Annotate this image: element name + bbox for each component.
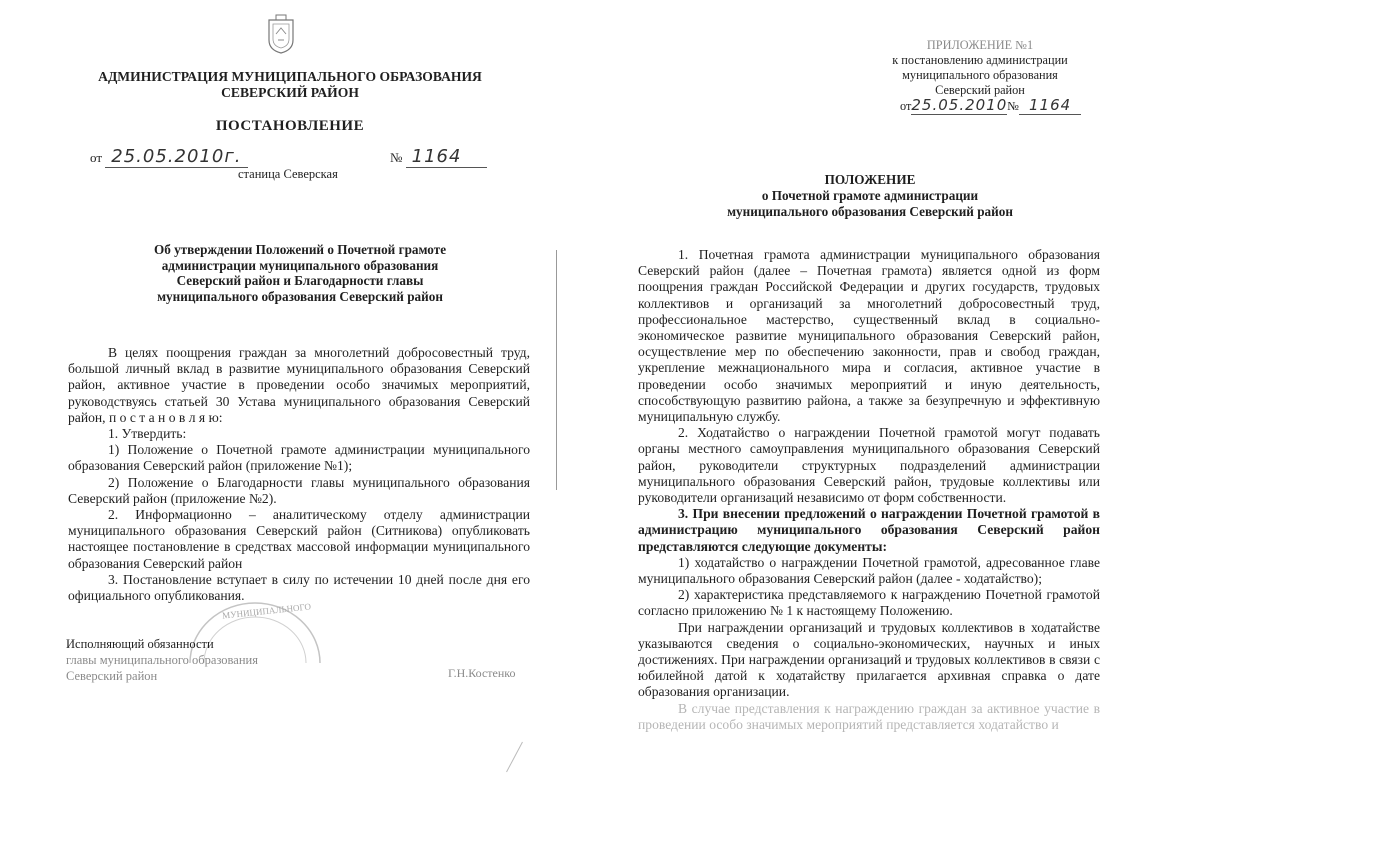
item-1-1: 1) Положение о Почетной грамоте администрации муниципального образования Северский район (приложение №1); bbox=[68, 442, 530, 474]
regulation-page bbox=[570, 0, 1400, 850]
signature-line-3: Северский район bbox=[66, 669, 158, 683]
number-value: 1164 bbox=[406, 146, 488, 168]
regulation-para-3-2: 2) характеристика представляемого к награждению Почетной грамотой согласно приложению № 1 к настоящему Положению. bbox=[638, 587, 1100, 619]
place: станица Северская bbox=[238, 167, 338, 181]
resolution-body bbox=[68, 345, 530, 604]
regulation-para-3: 3. При внесении предложений о награждении Почетной грамотой в администрацию муниципального образования Северский район представляются следующие документы: bbox=[638, 506, 1100, 554]
appendix-number-prefix: № bbox=[1007, 99, 1019, 113]
regulation-para-5: В случае представления к награждению граждан за активное участие в проведении особо значимых мероприятий представляется ходатайство и bbox=[638, 700, 1100, 732]
coat-of-arms-icon bbox=[266, 14, 296, 54]
resolution-title bbox=[100, 242, 500, 304]
resolution-date bbox=[90, 146, 248, 167]
appendix-number-value: 1164 bbox=[1019, 96, 1081, 115]
appendix-date-value: 25.05.2010 bbox=[911, 96, 1008, 114]
appendix-line-3: муниципального образования bbox=[902, 68, 1058, 82]
title-line-2: администрации муниципального образования bbox=[161, 257, 439, 273]
stamp-text: МУНИЦИПАЛЬНОГО bbox=[221, 601, 312, 621]
regulation-subtitle-1: о Почетной грамоте администрации bbox=[761, 188, 979, 203]
regulation-subtitle-2: муниципального образования Северский район bbox=[727, 204, 1013, 219]
title-line-4: муниципального образования Северский район bbox=[157, 288, 443, 304]
date-prefix: от bbox=[90, 150, 103, 165]
signature-line-2: главы муниципального образования bbox=[66, 653, 258, 667]
appendix-date-prefix: от bbox=[900, 99, 912, 113]
resolution-page bbox=[0, 0, 560, 850]
appendix-date bbox=[900, 96, 1081, 114]
preamble: В целях поощрения граждан за многолетний добросовестный труд, большой личный вклад в развитие муниципального образования Северский район, активное участие в проведении особо значимых мероприятий, руководствуясь статьей 30 Устава муниципального образования Северский район, п о с т а н о в л я ю: bbox=[68, 345, 530, 425]
organization-line-2: СЕВЕРСКИЙ РАЙОН bbox=[221, 85, 359, 100]
regulation-title-main: ПОЛОЖЕНИЕ bbox=[824, 172, 916, 187]
appendix-line-1: ПРИЛОЖЕНИЕ №1 bbox=[926, 38, 1034, 52]
regulation-title bbox=[670, 172, 1070, 220]
item-1-2: 2) Положение о Благодарности главы муниципального образования Северский район (приложение №2). bbox=[68, 474, 530, 506]
page-divider bbox=[556, 250, 557, 490]
regulation-body bbox=[638, 247, 1100, 733]
resolution-number bbox=[390, 146, 487, 167]
item-1: 1. Утвердить: bbox=[108, 426, 187, 442]
regulation-para-4: При награждении организаций и трудовых коллективов в ходатайстве указываются сведения о социально-экономических, научных и иных достижениях. При награждении организаций и трудовых коллективов в связи с юбилейной датой к ходатайству прилагается архивная справка о дате образования организации. bbox=[638, 619, 1100, 700]
signature-block bbox=[66, 636, 258, 684]
appendix-header bbox=[860, 38, 1100, 98]
item-3: 3. Постановление вступает в силу по истечении 10 дней после дня его официального опубликования. bbox=[68, 571, 530, 604]
organization-header bbox=[70, 69, 510, 101]
item-2: 2. Информационно – аналитическому отделу администрации муниципального образования Северский район (Ситникова) опубликовать настоящее постановление в средствах массовой информации муниципального образования Северский район bbox=[68, 507, 530, 571]
document-type: ПОСТАНОВЛЕНИЕ bbox=[215, 118, 365, 134]
signature-name: Г.Н.Костенко bbox=[448, 666, 516, 680]
regulation-para-1: 1. Почетная грамота администрации муниципального образования Северский район (далее – Почетная грамота) является одной из форм поощрения граждан Российской Федерации и других государств, трудовых коллективов и организаций за многолетний добросовестный труд, профессиональное мастерство, существенный вклад в социально-экономическое развитие муниципального образования Северский район, осуществление мер по обеспечению законности, прав и свобод граждан, укрепление межнационального мира и согласия, активное участие в проведении особо значимых мероприятий и иную деятельность, способствующую развитию района, а также за безупречную и эффективную муниципальную службу. bbox=[638, 247, 1100, 425]
date-value: 25.05.2010г. bbox=[105, 146, 247, 168]
title-line-3: Северский район и Благодарности главы bbox=[176, 273, 424, 288]
appendix-line-4: Северский район bbox=[935, 83, 1025, 97]
number-prefix: № bbox=[390, 150, 403, 165]
regulation-para-2: 2. Ходатайство о награждении Почетной грамотой могут подавать органы местного самоуправления муниципального образования Северский район, руководители структурных подразделений администрации муниципального образования Северский район, трудовые коллективы или руководители организаций независимо от форм собственности. bbox=[638, 425, 1100, 506]
signature-line-1: Исполняющий обязанности bbox=[66, 637, 214, 651]
title-line-1: Об утверждении Положений о Почетной грамоте bbox=[153, 242, 447, 257]
appendix-line-2: к постановлению администрации bbox=[892, 53, 1068, 67]
organization-line-1: АДМИНИСТРАЦИЯ МУНИЦИПАЛЬНОГО ОБРАЗОВАНИЯ bbox=[98, 69, 482, 84]
regulation-para-3-1: 1) ходатайство о награждении Почетной грамотой, адресованное главе муниципального образования Северский район (далее - ходатайство); bbox=[638, 554, 1100, 587]
